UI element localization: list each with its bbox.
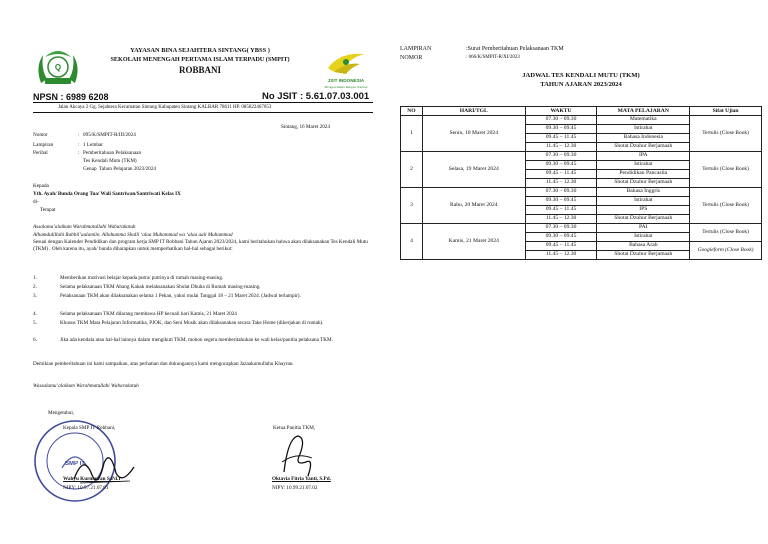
cell-time: 11.45 – 12.30 bbox=[525, 215, 597, 224]
meta-colon: : bbox=[78, 132, 80, 138]
sign-left-id: NIPY: 10.97.21.07.01 bbox=[63, 485, 109, 491]
school-logo bbox=[33, 45, 83, 91]
cell-time: 11.45 – 12.30 bbox=[525, 251, 597, 260]
col-header-time: WAKTU bbox=[525, 107, 597, 116]
sign-right-name: Oktavia Fitria Yanti, S.Pd. bbox=[272, 476, 331, 482]
meta-key: Lampiran bbox=[33, 142, 54, 148]
col-header-no: NO bbox=[401, 107, 423, 116]
header-rule bbox=[33, 102, 373, 103]
table-header-row bbox=[401, 107, 762, 116]
cell-subject: Bahasa Indonesia bbox=[597, 134, 690, 143]
cell-subject: Shotat Dzuhur Berjamaah bbox=[597, 143, 690, 152]
cell-subject: Istirahat bbox=[597, 125, 690, 134]
cell-subject: IPS bbox=[597, 206, 690, 215]
jsit-logo-text: JSIT INDONESIA bbox=[327, 78, 365, 83]
foundation-name: YAYASAN BINA SEJAHTERA SINTANG( YBSS ) bbox=[130, 47, 270, 54]
cell-subject: Istirahat bbox=[597, 161, 690, 170]
table-row bbox=[401, 224, 762, 233]
list-item: 4. Selama pelaksanaan TKM dilarang membawa HP kecuali hari Kamis, 21 Maret 2024 bbox=[33, 311, 237, 317]
sign-left-name: Wahyu Kurniawan S.Pd.I bbox=[63, 476, 121, 482]
list-item: 1. Memberikan motivasi belajar kepada putra/ putrinya di rumah masing-masing. bbox=[33, 275, 224, 281]
cell-time: 09.30 – 09.45 bbox=[525, 161, 597, 170]
cell-time: 07.30 – 09.30 bbox=[525, 152, 597, 161]
meta-colon: : bbox=[78, 150, 80, 156]
jsit-logo bbox=[320, 46, 372, 94]
sign-intro: Mengetahui, bbox=[48, 410, 75, 416]
school-name: ROBBANI bbox=[178, 65, 221, 75]
sign-left-title: Kepala SMP IT Robbani, bbox=[63, 425, 116, 431]
cell-nature: Googleform (Close Book) bbox=[690, 242, 762, 260]
recipient-di: di- bbox=[33, 199, 39, 205]
recipient-name: Yth. Ayah/ Bunda Orang Tua/ Wali Santriwan/Santriwati Kelas IX bbox=[33, 191, 181, 197]
cell-subject: Istirahat bbox=[597, 197, 690, 206]
letter-date: Sintang, 16 Maret 2024 bbox=[281, 124, 330, 130]
cell-subject: Shotat Dzuhur Berjamaah bbox=[597, 251, 690, 260]
cell-time: 07.30 – 09.30 bbox=[525, 188, 597, 197]
cell-subject: IPA bbox=[597, 152, 690, 161]
school-name-full: SEKOLAH MENENGAH PERTAMA ISLAM TERPADU (SMPIT) bbox=[110, 56, 290, 63]
cell-subject: Shotat Dzuhur Berjamaah bbox=[597, 215, 690, 224]
svg-text:SMP IT: SMP IT bbox=[65, 461, 85, 467]
cell-no: 2 bbox=[401, 152, 423, 188]
nomor-key: NOMOR bbox=[400, 55, 423, 61]
list-item: 5. Khusus TKM Mata Pelajaran Informatika, PJOK, dan Seni Musik akan dilaksanakan secara Take Home (dikerjakan di rumah). bbox=[33, 320, 324, 326]
closing-salam: Wassalamu’alaikum Warahmatullahi Wabarakatuh bbox=[33, 383, 139, 389]
col-header-day: HARI/TGL bbox=[422, 107, 525, 116]
cell-nature: Tertulis (Close Book) bbox=[690, 224, 762, 242]
table-row bbox=[401, 116, 762, 125]
cell-date: Senin, 18 Maret 2024 bbox=[422, 116, 525, 152]
cell-no: 1 bbox=[401, 116, 423, 152]
signature-left bbox=[70, 445, 140, 490]
schedule-title bbox=[400, 72, 762, 90]
meta-key: Nomor bbox=[33, 132, 48, 138]
cell-no: 3 bbox=[401, 188, 423, 224]
cell-time: 09.30 – 09.45 bbox=[525, 125, 597, 134]
svg-text:Q: Q bbox=[54, 63, 62, 72]
schedule-table bbox=[400, 106, 762, 260]
cell-time: 11.45 – 12.30 bbox=[525, 179, 597, 188]
cell-time: 09.45 – 11.45 bbox=[525, 134, 597, 143]
cell-time: 11.45 – 12.30 bbox=[525, 143, 597, 152]
closing-paragraph: Demikian pemberitahuan ini kami sampaikan, atas perhatian dan dukungannya kami mengucapkan Jazaakumullahu Khayran. bbox=[33, 361, 294, 367]
signature-right bbox=[278, 432, 318, 480]
schedule-title-line2: TAHUN AJARAN 2023/2024 bbox=[540, 80, 622, 88]
cell-subject: Shotat Dzuhur Berjamaah bbox=[597, 179, 690, 188]
cell-subject: Matematika bbox=[597, 116, 690, 125]
cell-subject: Pendidikan Pancasila bbox=[597, 170, 690, 179]
jsit-number: No JSIT : 5.61.07.03.001 bbox=[262, 91, 370, 102]
sign-right-id: NIPY: 10.99.21.07.02 bbox=[272, 485, 318, 491]
list-item: 3. Pelaksanaan TKM akan dilaksanakan selama 1 Pekan, yakni mulai Tanggal 18 – 21 Maret 2024. (Jadwal terlampir). bbox=[33, 293, 301, 299]
meta-key: Perihal bbox=[33, 150, 48, 156]
meta-value: 1 Lembar bbox=[83, 142, 104, 148]
header-rule-thin bbox=[33, 112, 373, 113]
cell-no: 4 bbox=[401, 224, 423, 260]
lampiran-value: :Surat Pemberitahuan Pelaksanaan TKM bbox=[466, 46, 564, 52]
cell-subject: Bahasa Arab bbox=[597, 242, 690, 251]
cell-nature: Tertulis (Close Book) bbox=[690, 152, 762, 188]
opening-paragraph: Sesuai dengan Kalender Pendidikan dan program kerja SMP IT Robbani Tahun Ajaran 2023/2024, kami beritahukan bahwa akan dilaksanakan Tes Kendali Mutu (TKM) . Oleh karena itu, ayah/ bunda diharapkan untuk memperhatikan hal-hal sebagai berikut: bbox=[33, 239, 368, 253]
greeting: Assalamu’alaikum Warahmatullahi Wabarakatuh bbox=[33, 224, 136, 230]
table-row bbox=[401, 152, 762, 161]
cell-nature: Tertulis (Close Book) bbox=[690, 188, 762, 224]
npsn-number: NPSN : 6989 6208 bbox=[33, 92, 109, 102]
cell-time: 09.30 – 09.45 bbox=[525, 233, 597, 242]
cell-subject: PAI bbox=[597, 224, 690, 233]
cell-date: Kamis, 21 Maret 2024 bbox=[422, 224, 525, 260]
cell-time: 09.30 – 09.45 bbox=[525, 197, 597, 206]
list-item: 6. Jika ada kendala atau hal-hal lainnya dalam mengikuti TKM, mohon segera memberitahukan ke wali kelas/panitia pelaksana TKM. bbox=[33, 337, 333, 343]
cell-date: Selasa, 19 Maret 2024 bbox=[422, 152, 525, 188]
meta-value: Pemberitahuan Pelaksanaan Tes Kendali Mutu (TKM) Genap Tahun Pelajaran 2023/2024 bbox=[83, 150, 157, 172]
cell-nature: Tertulis (Close Book) bbox=[690, 116, 762, 152]
schedule-title-line1: JADWAL TES KENDALI MUTU (TKM) bbox=[522, 72, 640, 79]
meta-colon: : bbox=[78, 142, 80, 148]
col-header-nature: Sifat Ujian bbox=[690, 107, 762, 116]
recipient-intro: Kepada bbox=[33, 183, 49, 189]
cell-time: 07.30 – 09.30 bbox=[525, 116, 597, 125]
jsit-logo-tagline: Menggerakkan Bangsa Sekolah bbox=[324, 85, 368, 89]
recipient-place: Tempat bbox=[40, 207, 56, 213]
opening-prayer: Alhamdulillahi Rabbil’aalamiin. Allahumma Shalli ‘alaa Muhammad wa ‘alaa aali Muhammad bbox=[33, 232, 233, 238]
nomor-value: : 066/K/SMPIT-R/XI/2023 bbox=[466, 55, 520, 60]
cell-time: 09.45 – 11.45 bbox=[525, 206, 597, 215]
cell-subject: Bahasa Inggris bbox=[597, 188, 690, 197]
cell-time: 09.45 – 11.45 bbox=[525, 170, 597, 179]
meta-value: 095/K/SMPIT-R/III/2024 bbox=[83, 132, 136, 138]
cell-subject: Istirahat bbox=[597, 233, 690, 242]
col-header-subject: MATA PELAJARAN bbox=[597, 107, 690, 116]
list-item: 2. Selama pelaksanaan TKM Abang Kakak melaksanakan Sholat Dhuha di Rumah masing-masing. bbox=[33, 284, 261, 290]
table-row bbox=[401, 188, 762, 197]
school-address: Jalan Akcaya 2 Gg. Sejahtera Kecamatan Sintang Kabupaten Sintang KALBAR 78611 HP. 085822467053 bbox=[58, 105, 272, 110]
cell-time: 07.30 – 09.30 bbox=[525, 224, 597, 233]
cell-time: 09.45 – 11.45 bbox=[525, 242, 597, 251]
cell-date: Rabu, 20 Maret 2024 bbox=[422, 188, 525, 224]
lampiran-key: LAMPIRAN bbox=[400, 46, 432, 52]
sign-right-title: Ketua Panitia TKM, bbox=[273, 425, 316, 431]
